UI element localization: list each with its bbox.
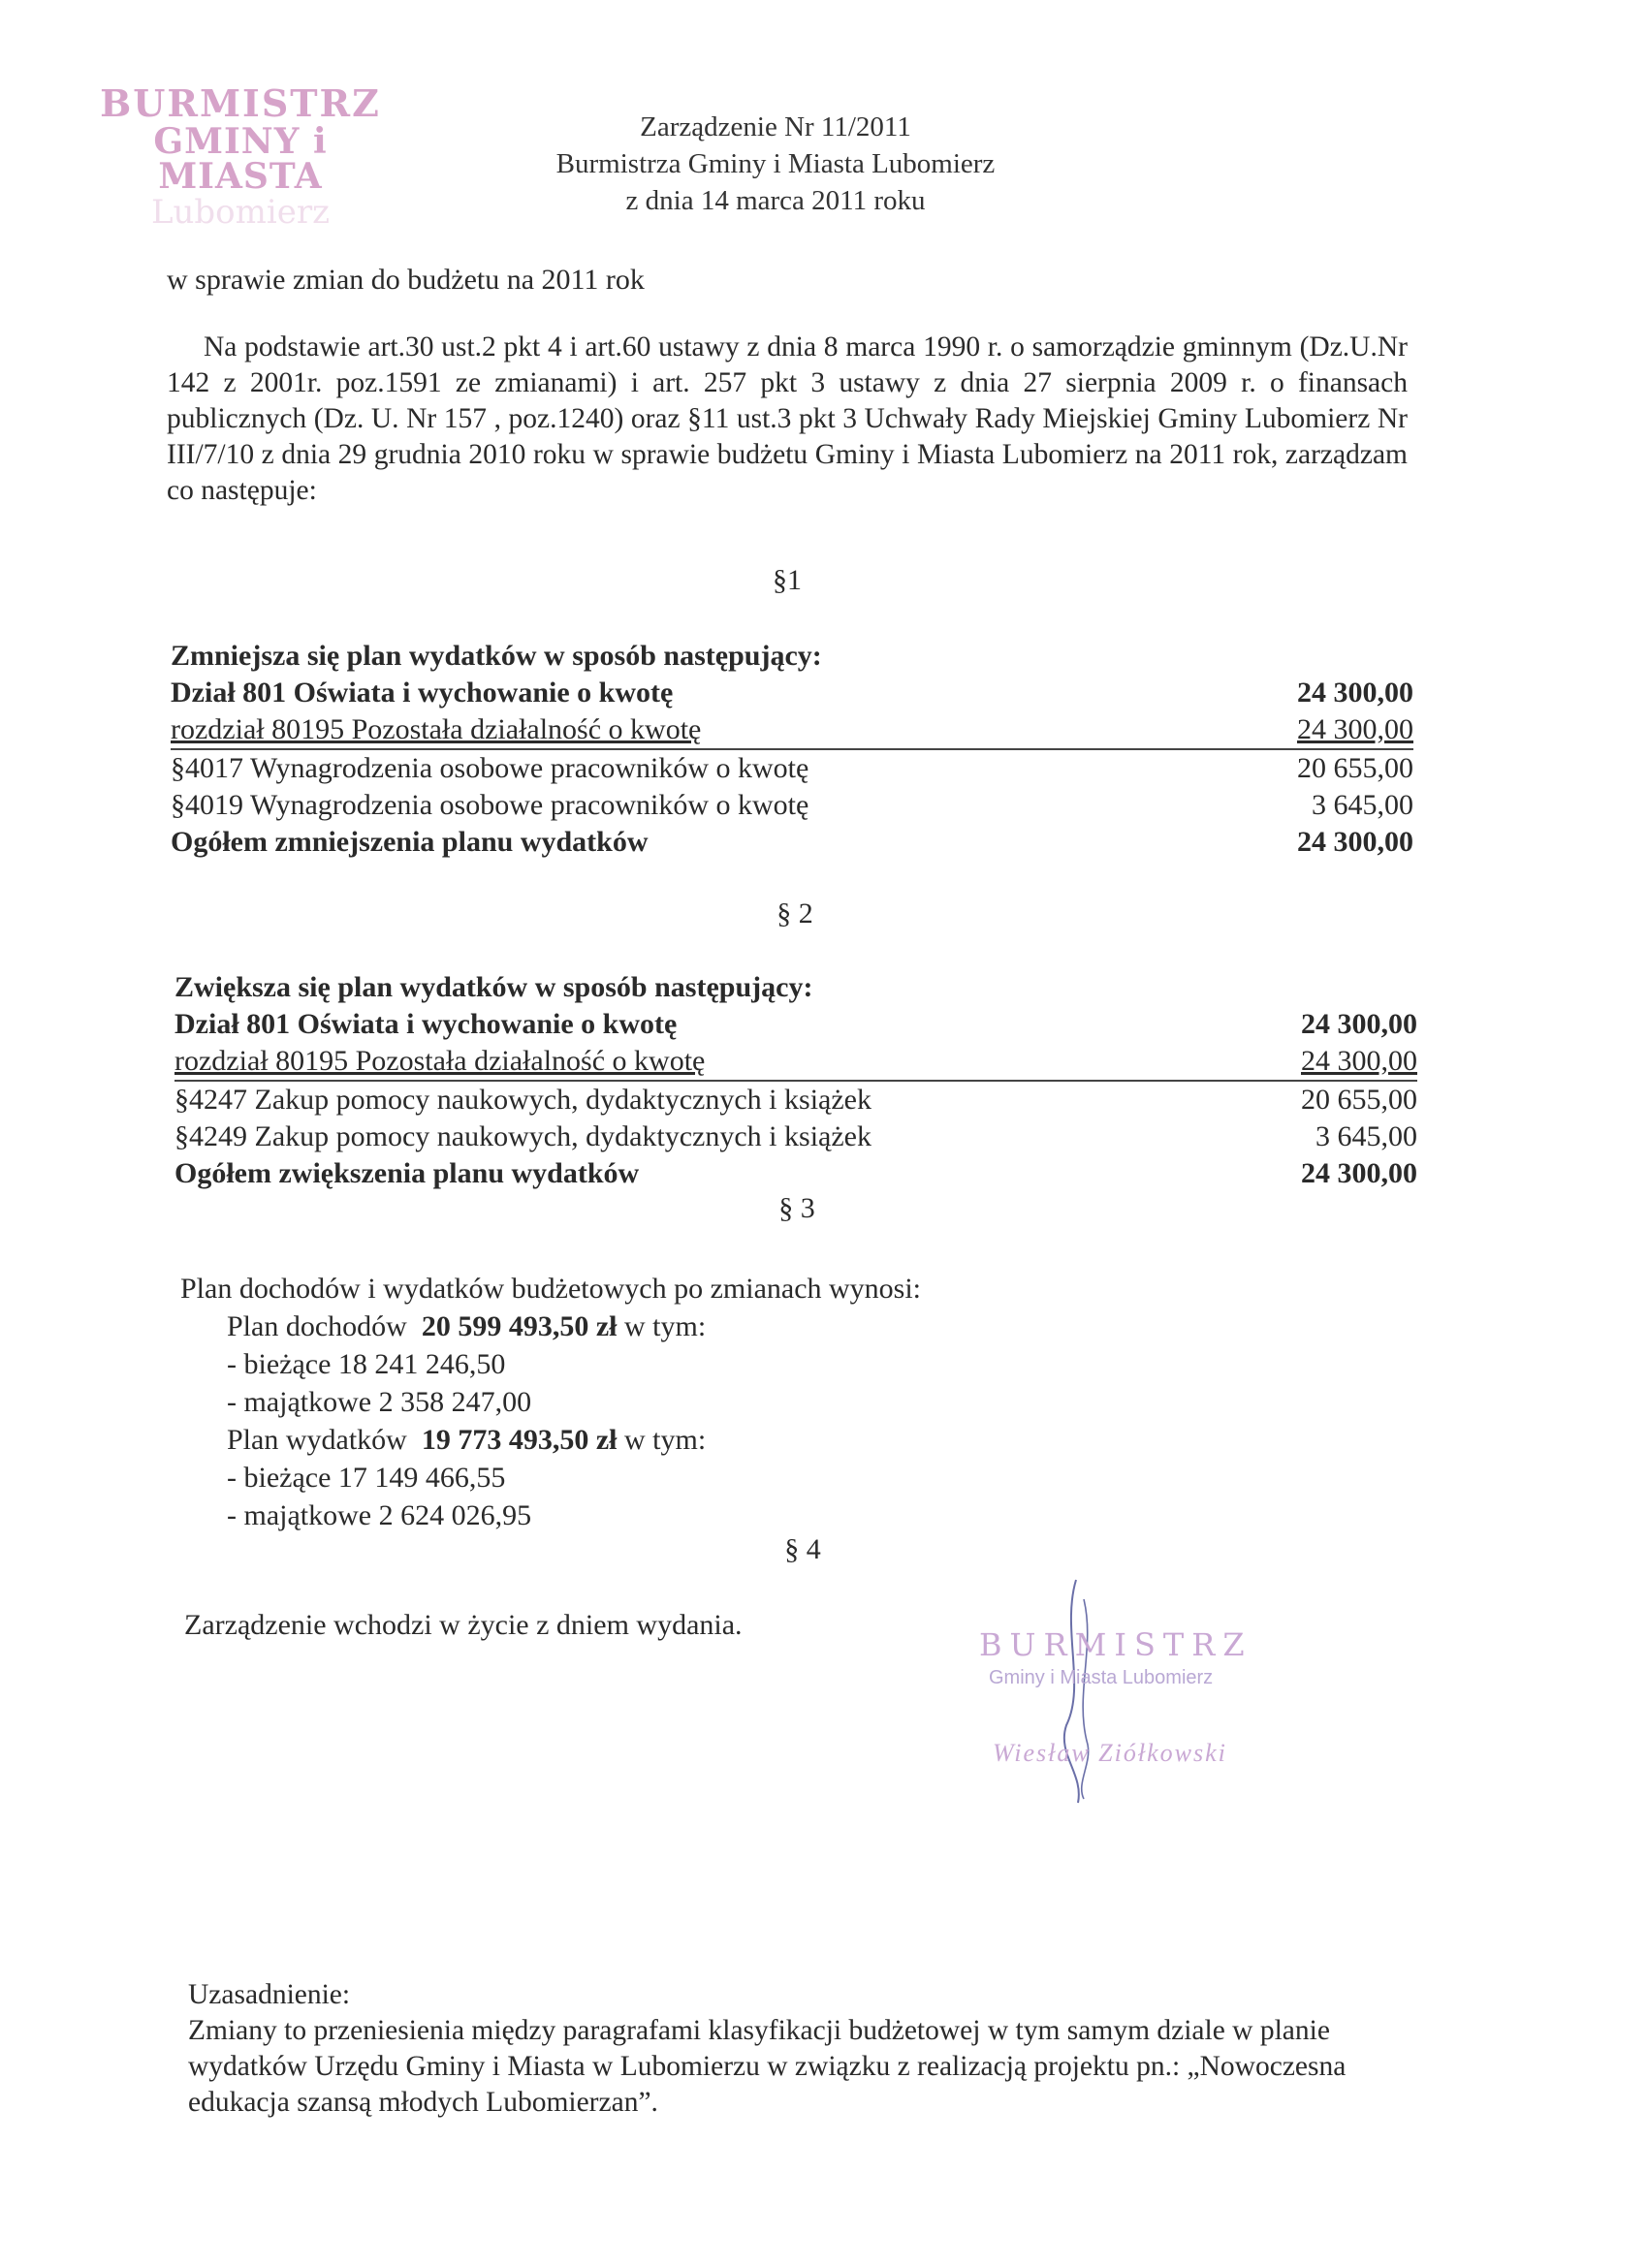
stamp-line-1: BURMISTRZ xyxy=(100,81,381,125)
expense-plan-row: Plan wydatków 19 773 493,50 zł w tym: xyxy=(227,1424,707,1456)
signatory-name: Wiesław Ziółkowski xyxy=(993,1739,1227,1767)
justification-text: Zmiany to przeniesienia między paragrafami klasyfikacji budżetowej w tym samym dziale w planie wydatków Urzędu Gminy i Miasta w Lubomierzu w związku z realizacją projektu pn.: „Nowoczesna edukacja szansą młodych Lubomierzan”. xyxy=(188,2015,1347,2118)
justification-title: Uzasadnienie: xyxy=(188,1979,351,2010)
section-2-total-row: Ogółem zwiększenia planu wydatków 24 300,00 xyxy=(174,1157,1417,1189)
stamp-line-2: GMINY i MIASTA xyxy=(153,121,328,197)
income-plan-row: Plan dochodów 20 599 493,50 zł w tym: xyxy=(227,1310,707,1342)
section-2-dzial-row: Dział 801 Oświata i wychowanie o kwotę 24 300,00 xyxy=(174,1008,1417,1040)
section-1-total-row: Ogółem zmniejszenia planu wydatków 24 300,00 xyxy=(171,826,1413,858)
effective-date-clause: Zarządzenie wchodzi w życie z dniem wydania. xyxy=(184,1609,743,1641)
stamp-line-3: Lubomierz xyxy=(150,193,331,232)
handwritten-signature xyxy=(969,1570,1299,1812)
section-4-mark: § 4 xyxy=(784,1533,821,1565)
justification xyxy=(188,1977,1435,2121)
section-1-mark: §1 xyxy=(773,564,802,596)
section-2-item-row: §4249 Zakup pomocy naukowych, dydaktycznych i książek 3 645,00 xyxy=(174,1120,1417,1152)
summary-intro: Plan dochodów i wydatków budżetowych po zmianach wynosi: xyxy=(180,1273,922,1305)
ordinance-number: Zarządzenie Nr 11/2011 xyxy=(640,111,911,142)
preamble-text: Na podstawie art.30 ust.2 pkt 4 i art.60 ustawy z dnia 8 marca 1990 r. o samorządzie gminnym (Dz.U.Nr 142 z 2001r. poz.1591 ze zmianami) i art. 257 pkt 3 ustawy z dnia 27 sierpnia 2009 r. o finansach publicznych (Dz. U. Nr 157 , poz.1240) oraz §11 ust.3 pkt 3 Uchwały Rady Miejskiej Gminy Lubomierz Nr III/7/10 z dnia 29 grudnia 2010 roku w sprawie budżetu Gminy i Miasta Lubomierz na 2011 rok, zarządzam co następuje: xyxy=(167,331,1408,506)
issuer: Burmistrza Gminy i Miasta Lubomierz xyxy=(555,148,996,179)
document-header xyxy=(504,109,1047,219)
section-1-rozdzial-row: rozdział 80195 Pozostała działalność o kwotę 24 300,00 xyxy=(171,711,1413,750)
section-3-summary xyxy=(180,1270,921,1534)
signature-stamp-subtitle: Gminy i Miasta Lubomierz xyxy=(989,1667,1214,1688)
section-2 xyxy=(174,969,1417,1192)
section-2-mark: § 2 xyxy=(776,898,813,929)
section-1 xyxy=(171,638,1413,861)
income-capital: - majątkowe 2 358 247,00 xyxy=(227,1386,532,1418)
income-plan-amount: 20 599 493,50 zł xyxy=(421,1310,618,1342)
signature-stamp-title: BURMISTRZ xyxy=(979,1626,1252,1663)
expense-plan-amount: 19 773 493,50 zł xyxy=(421,1424,618,1456)
signature-stamp xyxy=(969,1570,1299,1812)
section-2-item-row: §4247 Zakup pomocy naukowych, dydaktycznych i książek 20 655,00 xyxy=(174,1084,1417,1116)
expense-current: - bieżące 17 149 466,55 xyxy=(227,1462,506,1494)
income-current: - bieżące 18 241 246,50 xyxy=(227,1348,506,1380)
issue-date: z dnia 14 marca 2011 roku xyxy=(625,185,926,216)
section-3-mark: § 3 xyxy=(778,1192,815,1224)
section-1-heading: Zmniejsza się plan wydatków w sposób następujący: xyxy=(171,640,822,672)
section-1-item-row: §4017 Wynagrodzenia osobowe pracowników o kwotę 20 655,00 xyxy=(171,752,1413,784)
section-1-item-row: §4019 Wynagrodzenia osobowe pracowników o kwotę 3 645,00 xyxy=(171,789,1413,821)
section-2-heading: Zwiększa się plan wydatków w sposób następujący: xyxy=(174,971,813,1003)
section-2-rozdzial-row: rozdział 80195 Pozostała działalność o kwotę 24 300,00 xyxy=(174,1043,1417,1082)
expense-capital: - majątkowe 2 624 026,95 xyxy=(227,1499,532,1531)
document-subject: w sprawie zmian do budżetu na 2011 rok xyxy=(167,264,645,296)
preamble xyxy=(167,330,1408,509)
mayor-stamp xyxy=(95,81,386,232)
section-1-dzial-row: Dział 801 Oświata i wychowanie o kwotę 24 300,00 xyxy=(171,677,1413,709)
